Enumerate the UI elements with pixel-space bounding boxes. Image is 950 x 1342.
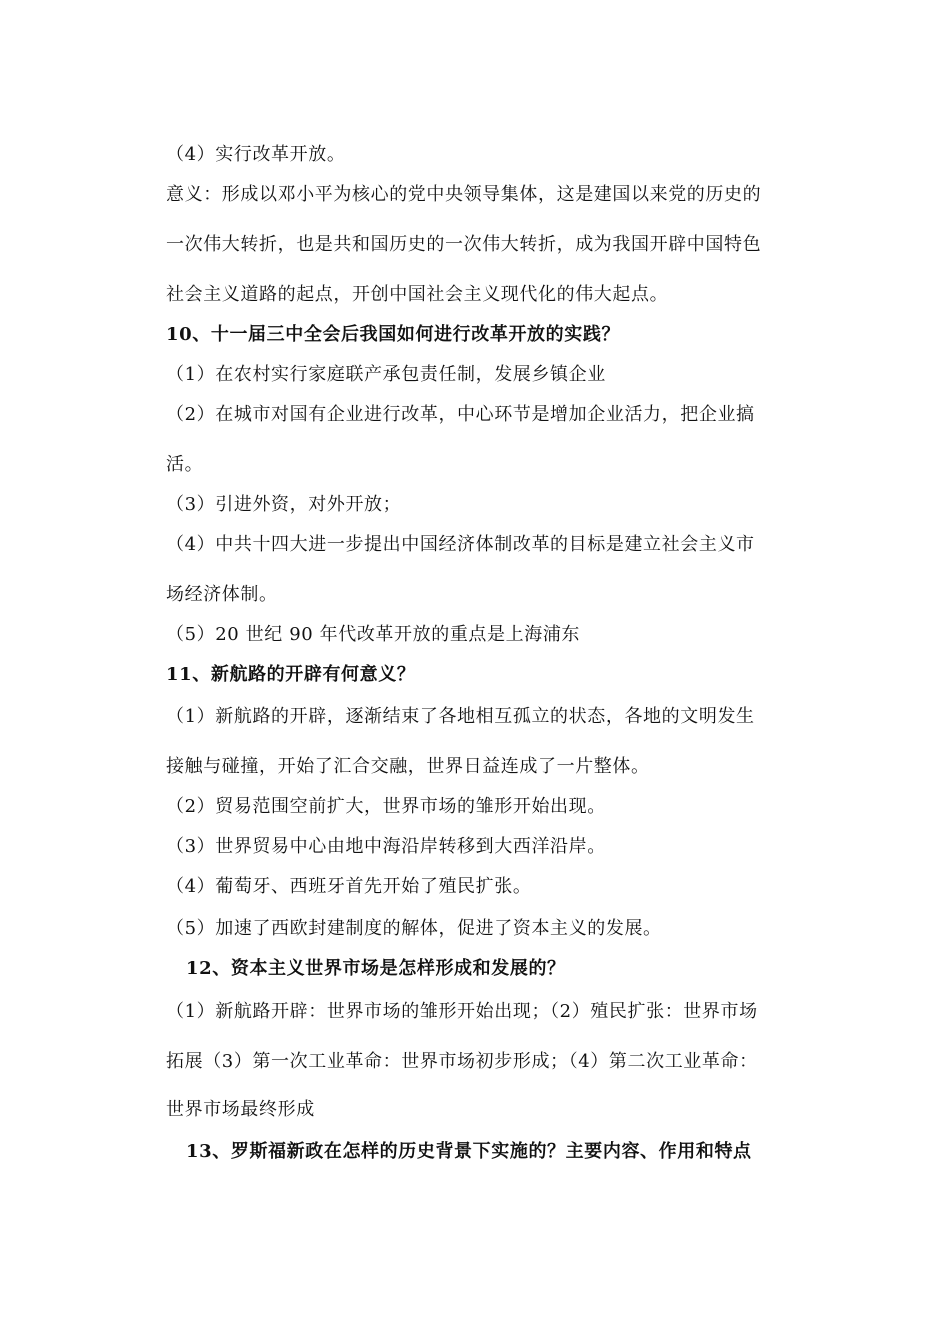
text-line: （3）引进外资，对外开放； [166,494,402,515]
text-line: 活。 [166,454,204,475]
question-heading: 11、新航路的开辟有何意义？ [166,664,416,685]
text-line: （2）在城市对国有企业进行改革，中心环节是增加企业活力，把企业搞 [166,404,755,425]
text-line: 意义：形成以邓小平为核心的党中央领导集体，这是建国以来党的历史的 [166,184,762,205]
text-line: 拓展（3）第一次工业革命：世界市场初步形成；（4）第二次工业革命： [166,1051,758,1072]
text-line: （1）在农村实行家庭联产承包责任制，发展乡镇企业 [166,364,606,385]
text-line: （4）实行改革开放。 [166,144,346,165]
question-heading: 12、资本主义世界市场是怎样形成和发展的？ [186,958,566,979]
text-line: （1）新航路的开辟，逐渐结束了各地相互孤立的状态，各地的文明发生 [166,706,755,727]
text-line: （3）世界贸易中心由地中海沿岸转移到大西洋沿岸。 [166,836,606,857]
text-line: 接触与碰撞，开始了汇合交融，世界日益连成了一片整体。 [166,756,650,777]
text-line: （5）加速了西欧封建制度的解体，促进了资本主义的发展。 [166,918,662,939]
question-heading: 10、十一届三中全会后我国如何进行改革开放的实践？ [166,324,621,345]
text-line: （2）贸易范围空前扩大，世界市场的雏形开始出现。 [166,796,606,817]
text-line: （1）新航路开辟：世界市场的雏形开始出现；（2）殖民扩张：世界市场 [166,1001,758,1022]
text-line: 一次伟大转折，也是共和国历史的一次伟大转折，成为我国开辟中国特色 [166,234,762,255]
text-line: 世界市场最终形成 [166,1099,315,1120]
text-line: 社会主义道路的起点，开创中国社会主义现代化的伟大起点。 [166,284,669,305]
text-line: （5）20 世纪 90 年代改革开放的重点是上海浦东 [166,624,581,645]
question-heading: 13、罗斯福新政在怎样的历史背景下实施的？主要内容、作用和特点 [186,1141,752,1162]
text-line: 场经济体制。 [166,584,278,605]
text-line: （4）葡萄牙、西班牙首先开始了殖民扩张。 [166,876,532,897]
text-line: （4）中共十四大进一步提出中国经济体制改革的目标是建立社会主义市 [166,534,755,555]
